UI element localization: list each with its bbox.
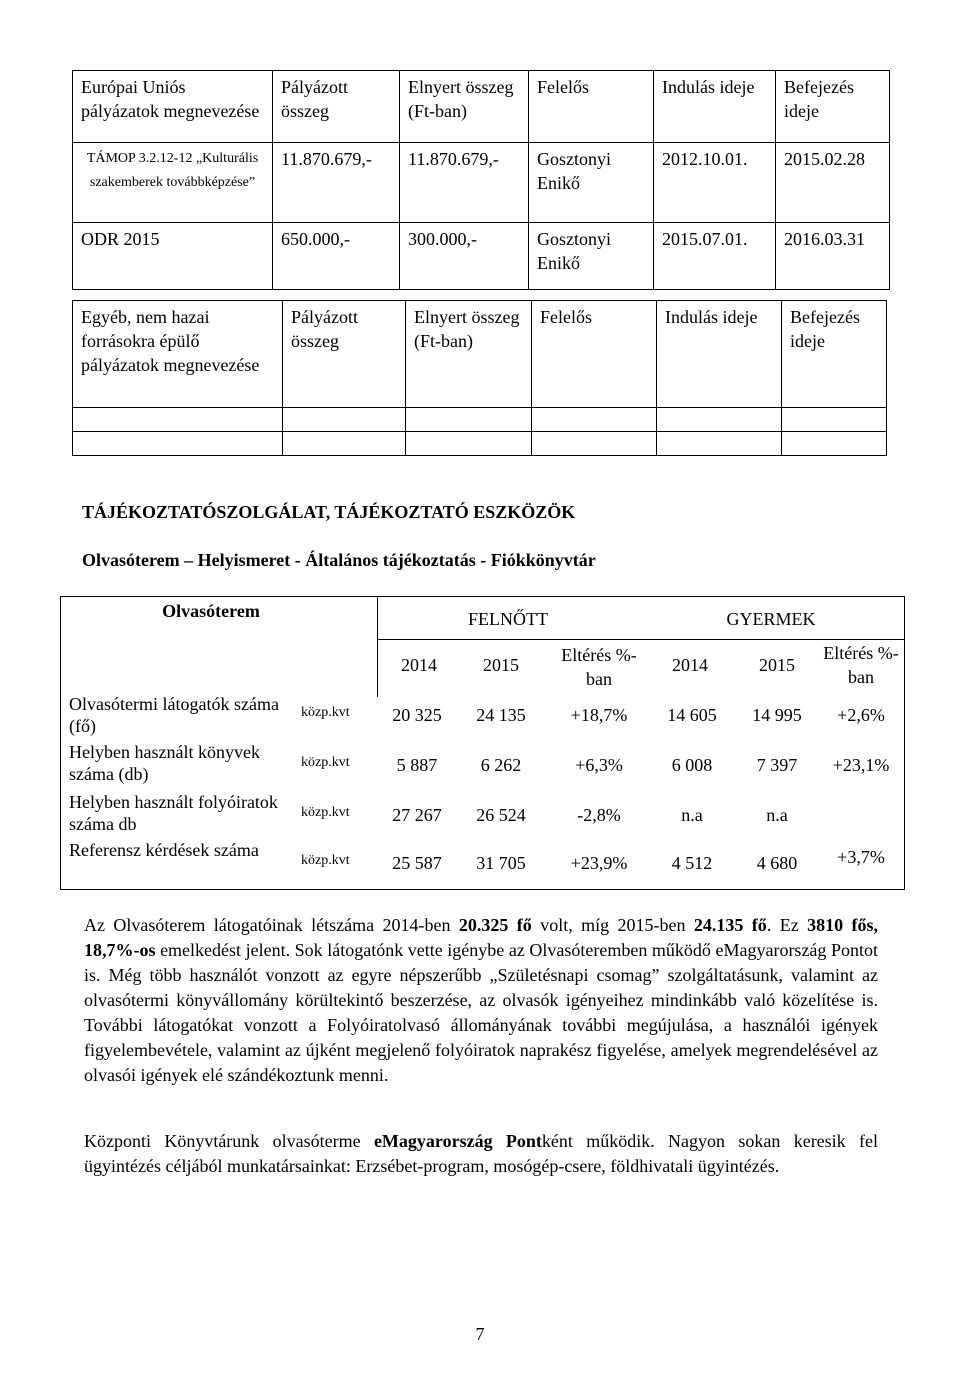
adult-col-2015: 2015	[483, 655, 519, 675]
section-subtitle: Olvasóterem – Helyismeret - Általános tájékoztatás - Fiókkönyvtár	[82, 550, 596, 570]
adult-2014-value: 5 887	[396, 755, 438, 775]
eu-row-1-end: 2015.02.28	[776, 143, 890, 223]
eu-row-1-name: TÁMOP 3.2.12-12 „Kulturális szakemberek továbbképzése”	[73, 143, 273, 223]
empty-cell	[406, 431, 532, 455]
adult-2015-value: 26 524	[476, 805, 526, 825]
child-2014-value: n.a	[681, 805, 703, 825]
row-unit: közp.kvt	[301, 705, 350, 720]
adult-2014-value: 20 325	[392, 705, 442, 725]
eu-header-end: Befejezés ideje	[776, 71, 890, 143]
adult-diff-value: -2,8%	[577, 805, 621, 825]
text-bold: 3810 fős, 18,7%-os	[84, 915, 879, 960]
text-run: Az Olvasóterem látogatóinak létszáma 2014-ben	[84, 915, 459, 935]
child-2014-value: 6 008	[671, 755, 713, 775]
eu-row-2-name: ODR 2015	[73, 223, 273, 290]
paragraph-reading-room	[84, 913, 878, 1088]
text-run: . Ez	[766, 915, 808, 935]
child-2014-value: 4 512	[671, 853, 713, 873]
other-projects-table	[72, 300, 887, 456]
eu-header-responsible: Felelős	[529, 71, 654, 143]
other-header-requested: Pályázott összeg	[283, 301, 406, 408]
eu-header-requested: Pályázott összeg	[273, 71, 400, 143]
row-label: Helyben használt könyvek száma (db)	[69, 742, 260, 784]
other-header-won: Elnyert összeg (Ft-ban)	[406, 301, 532, 408]
eu-row-1-requested: 11.870.679,-	[273, 143, 400, 223]
eu-row-1-won: 11.870.679,-	[400, 143, 529, 223]
text-bold: 20.325 fő	[458, 915, 532, 935]
text-run: Központi Könyvtárunk olvasóterme	[84, 1131, 374, 1151]
text-run: volt, míg 2015-ben	[531, 915, 694, 935]
adult-2015-value: 24 135	[476, 705, 526, 725]
adult-2014-value: 25 587	[392, 853, 442, 873]
eu-row-2-won: 300.000,-	[400, 223, 529, 290]
adult-col-diff: Eltérés %-ban	[561, 645, 637, 689]
child-col-2015: 2015	[759, 655, 795, 675]
child-2015-value: 7 397	[756, 755, 798, 775]
adult-diff-value: +18,7%	[570, 705, 628, 725]
section-title: TÁJÉKOZTATÓSZOLGÁLAT, TÁJÉKOZTATÓ ESZKÖZÖK	[82, 502, 576, 522]
stats-title: Olvasóterem	[162, 601, 260, 621]
row-unit: közp.kvt	[301, 755, 350, 770]
child-2015-value: n.a	[766, 805, 788, 825]
eu-projects-table	[72, 70, 890, 290]
reading-room-stats	[60, 596, 905, 890]
adult-2015-value: 31 705	[476, 853, 526, 873]
empty-cell	[782, 407, 887, 431]
eu-row-2-requested: 650.000,-	[273, 223, 400, 290]
child-diff-value: +3,7%	[837, 847, 885, 867]
text-bold: 24.135 fő	[693, 915, 767, 935]
eu-row-1-start: 2012.10.01.	[654, 143, 776, 223]
other-header-end: Befejezés ideje	[782, 301, 887, 408]
empty-cell	[782, 431, 887, 455]
child-diff-value: +23,1%	[832, 755, 890, 775]
child-2015-value: 14 995	[752, 705, 802, 725]
eu-row-2-start: 2015.07.01.	[654, 223, 776, 290]
empty-cell	[73, 407, 283, 431]
adult-diff-value: +23,9%	[570, 853, 628, 873]
child-col-2014: 2014	[672, 655, 708, 675]
child-2014-value: 14 605	[667, 705, 717, 725]
other-header-start: Indulás ideje	[657, 301, 782, 408]
row-unit: közp.kvt	[301, 805, 350, 820]
eu-header-name: Európai Uniós pályázatok megnevezése	[73, 71, 273, 143]
paragraph-emagyarorszag	[84, 1129, 878, 1179]
child-diff-value: +2,6%	[837, 705, 885, 725]
divider	[377, 639, 904, 640]
eu-row-2-responsible: Gosztonyi Enikő	[529, 223, 654, 290]
empty-cell	[657, 431, 782, 455]
eu-row-2-end: 2016.03.31	[776, 223, 890, 290]
row-label: Helyben használt folyóiratok száma db	[69, 792, 278, 834]
child-col-diff: Eltérés %-ban	[823, 643, 899, 687]
empty-cell	[657, 407, 782, 431]
row-unit: közp.kvt	[301, 853, 350, 868]
eu-header-start: Indulás ideje	[654, 71, 776, 143]
text-run: emelkedést jelent. Sok látogatónk vette igénybe az Olvasóteremben működő eMagyarország Pontot is. Még több használót vonzott az egyre népszerűbb „Születésnapi csomag” szolgáltatásunk, valamint az olvasótermi könyvállomány körültekintő beszerzése, az olvasók igényeihez mindinkább való közelítése is. További látogatókat vonzott a Folyóiratolvasó állományának további megújulása, a használói igények figyelembevétele, valamint az újként megjelenő folyóiratok naprakész figyelése, amelyek megrendelésével az olvasói igények elé szándékoztunk menni.	[84, 940, 878, 1085]
adult-2014-value: 27 267	[392, 805, 442, 825]
other-header-name: Egyéb, nem hazai forrásokra épülő pályázatok megnevezése	[73, 301, 283, 408]
other-header-responsible: Felelős	[532, 301, 657, 408]
row-label: Olvasótermi látogatók száma (fő)	[69, 694, 279, 736]
eu-header-won: Elnyert összeg (Ft-ban)	[400, 71, 529, 143]
empty-cell	[283, 431, 406, 455]
empty-cell	[73, 431, 283, 455]
text-bold: eMagyarország Pont	[373, 1131, 542, 1151]
empty-cell	[283, 407, 406, 431]
adult-2015-value: 6 262	[480, 755, 522, 775]
group-adult: FELNŐTT	[468, 609, 548, 629]
adult-col-2014: 2014	[401, 655, 437, 675]
child-2015-value: 4 680	[756, 853, 798, 873]
empty-cell	[406, 407, 532, 431]
group-child: GYERMEK	[726, 609, 816, 629]
empty-cell	[532, 431, 657, 455]
empty-cell	[532, 407, 657, 431]
text-run: ként működik. Nagyon sokan keresik fel ügyintézés céljából munkatársainkat: Erzsébet-program, mosógép-csere, földhivatali ügyintézés.	[84, 1131, 878, 1176]
eu-row-1-responsible: Gosztonyi Enikő	[529, 143, 654, 223]
adult-diff-value: +6,3%	[575, 755, 623, 775]
row-label: Referensz kérdések száma	[69, 840, 259, 860]
page-number: 7	[475, 1324, 485, 1344]
